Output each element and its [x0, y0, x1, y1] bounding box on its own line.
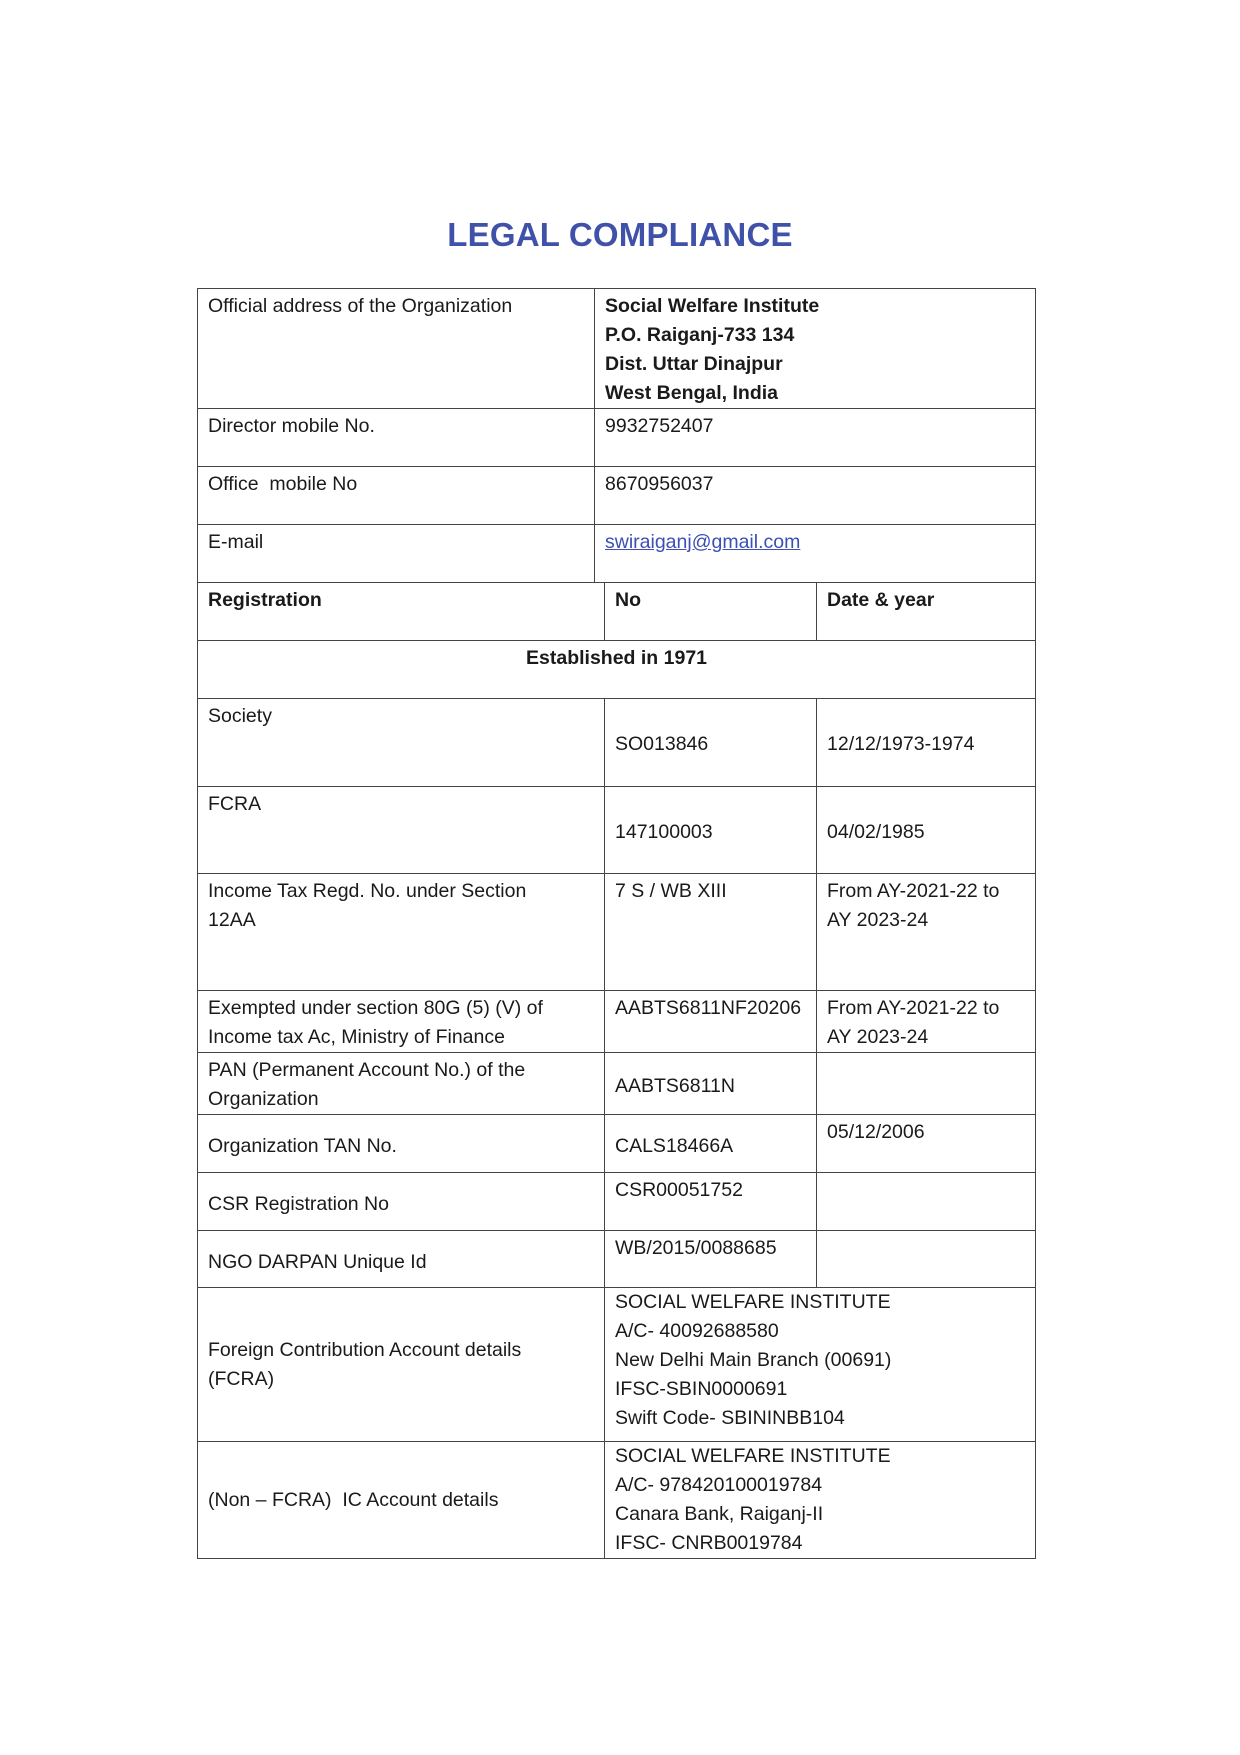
- director-mobile-label: Director mobile No.: [198, 409, 595, 467]
- registration-row-fcra: [198, 787, 1036, 874]
- non-fcra-account-details: [605, 1442, 1036, 1559]
- registration-header-row: [198, 583, 1036, 641]
- non-fcra-account-line: A/C- 978420100019784: [615, 1474, 823, 1496]
- registration-row-society: [198, 699, 1036, 787]
- registration-row-csr: [198, 1173, 1036, 1231]
- fcra-account-label: Foreign Contribution Account details (FCRA): [198, 1288, 605, 1442]
- established-row: [198, 641, 1036, 699]
- registration-label: Exempted under section 80G (5) (V) of Income tax Ac, Ministry of Finance: [198, 991, 605, 1053]
- non-fcra-account-row: [198, 1442, 1036, 1559]
- registration-no: 7 S / WB XIII: [605, 874, 817, 991]
- registration-no: 147100003: [605, 787, 817, 874]
- registration-label: PAN (Permanent Account No.) of the Organization: [198, 1053, 605, 1115]
- office-mobile-row: [198, 467, 1036, 525]
- fcra-account-line: A/C- 40092688580: [615, 1320, 779, 1342]
- non-fcra-account-line: SOCIAL WELFARE INSTITUTE: [615, 1445, 891, 1467]
- non-fcra-account-label: (Non – FCRA) IC Account details: [198, 1442, 605, 1559]
- registration-row-80g: [198, 991, 1036, 1053]
- registration-date: From AY-2021-22 to AY 2023-24: [817, 874, 1036, 991]
- office-mobile-value: 8670956037: [595, 467, 1036, 525]
- registration-no: AABTS6811NF20206: [605, 991, 817, 1053]
- email-link[interactable]: swiraiganj@gmail.com: [605, 531, 801, 553]
- address-line: Social Welfare Institute: [605, 295, 820, 317]
- header-date-year: Date & year: [817, 583, 1036, 641]
- fcra-account-row: [198, 1288, 1036, 1442]
- header-no: No: [605, 583, 817, 641]
- registration-date: From AY-2021-22 to AY 2023-24: [817, 991, 1036, 1053]
- office-mobile-label: Office mobile No: [198, 467, 595, 525]
- fcra-account-line: New Delhi Main Branch (00691): [615, 1349, 892, 1371]
- registration-label: CSR Registration No: [198, 1173, 605, 1231]
- registration-date: [817, 1173, 1036, 1231]
- header-registration: Registration: [198, 583, 595, 641]
- non-fcra-account-line: Canara Bank, Raiganj-II: [615, 1503, 824, 1525]
- address-line: P.O. Raiganj-733 134: [605, 324, 795, 346]
- registration-date: 12/12/1973-1974: [817, 699, 1036, 787]
- email-cell: [595, 525, 1036, 583]
- registration-date: 04/02/1985: [817, 787, 1036, 874]
- fcra-account-details: [605, 1288, 1036, 1442]
- registration-row-ngo-darpan: [198, 1231, 1036, 1288]
- registration-no: CALS18466A: [605, 1115, 817, 1173]
- address-row: [198, 289, 1036, 409]
- director-mobile-value: 9932752407: [595, 409, 1036, 467]
- registration-no: CSR00051752: [605, 1173, 817, 1231]
- director-mobile-row: [198, 409, 1036, 467]
- registration-label: Organization TAN No.: [198, 1115, 605, 1173]
- registration-label: Income Tax Regd. No. under Section 12AA: [198, 874, 605, 991]
- fcra-account-line: IFSC-SBIN0000691: [615, 1378, 788, 1400]
- registration-no: SO013846: [605, 699, 817, 787]
- fcra-account-line: SOCIAL WELFARE INSTITUTE: [615, 1291, 891, 1313]
- fcra-account-line: Swift Code- SBININBB104: [615, 1407, 845, 1429]
- registration-label: FCRA: [198, 787, 605, 874]
- header-spacer: [595, 583, 605, 641]
- non-fcra-account-line: IFSC- CNRB0019784: [615, 1532, 803, 1554]
- registration-row-income-tax: [198, 874, 1036, 991]
- registration-row-pan: [198, 1053, 1036, 1115]
- address-line: West Bengal, India: [605, 382, 779, 404]
- registration-row-tan: [198, 1115, 1036, 1173]
- registration-date: [817, 1231, 1036, 1288]
- page-title: LEGAL COMPLIANCE: [447, 216, 793, 253]
- registration-no: AABTS6811N: [605, 1053, 817, 1115]
- registration-label: NGO DARPAN Unique Id: [198, 1231, 605, 1288]
- legal-compliance-table: [197, 288, 1036, 1559]
- registration-date: 05/12/2006: [817, 1115, 1036, 1173]
- address-value: [595, 289, 1036, 409]
- registration-no: WB/2015/0088685: [605, 1231, 817, 1288]
- established-text: Established in 1971: [198, 641, 1036, 699]
- email-label: E-mail: [198, 525, 595, 583]
- registration-date: [817, 1053, 1036, 1115]
- email-row: [198, 525, 1036, 583]
- registration-label: Society: [198, 699, 605, 787]
- address-line: Dist. Uttar Dinajpur: [605, 353, 783, 375]
- address-label: Official address of the Organization: [198, 289, 595, 409]
